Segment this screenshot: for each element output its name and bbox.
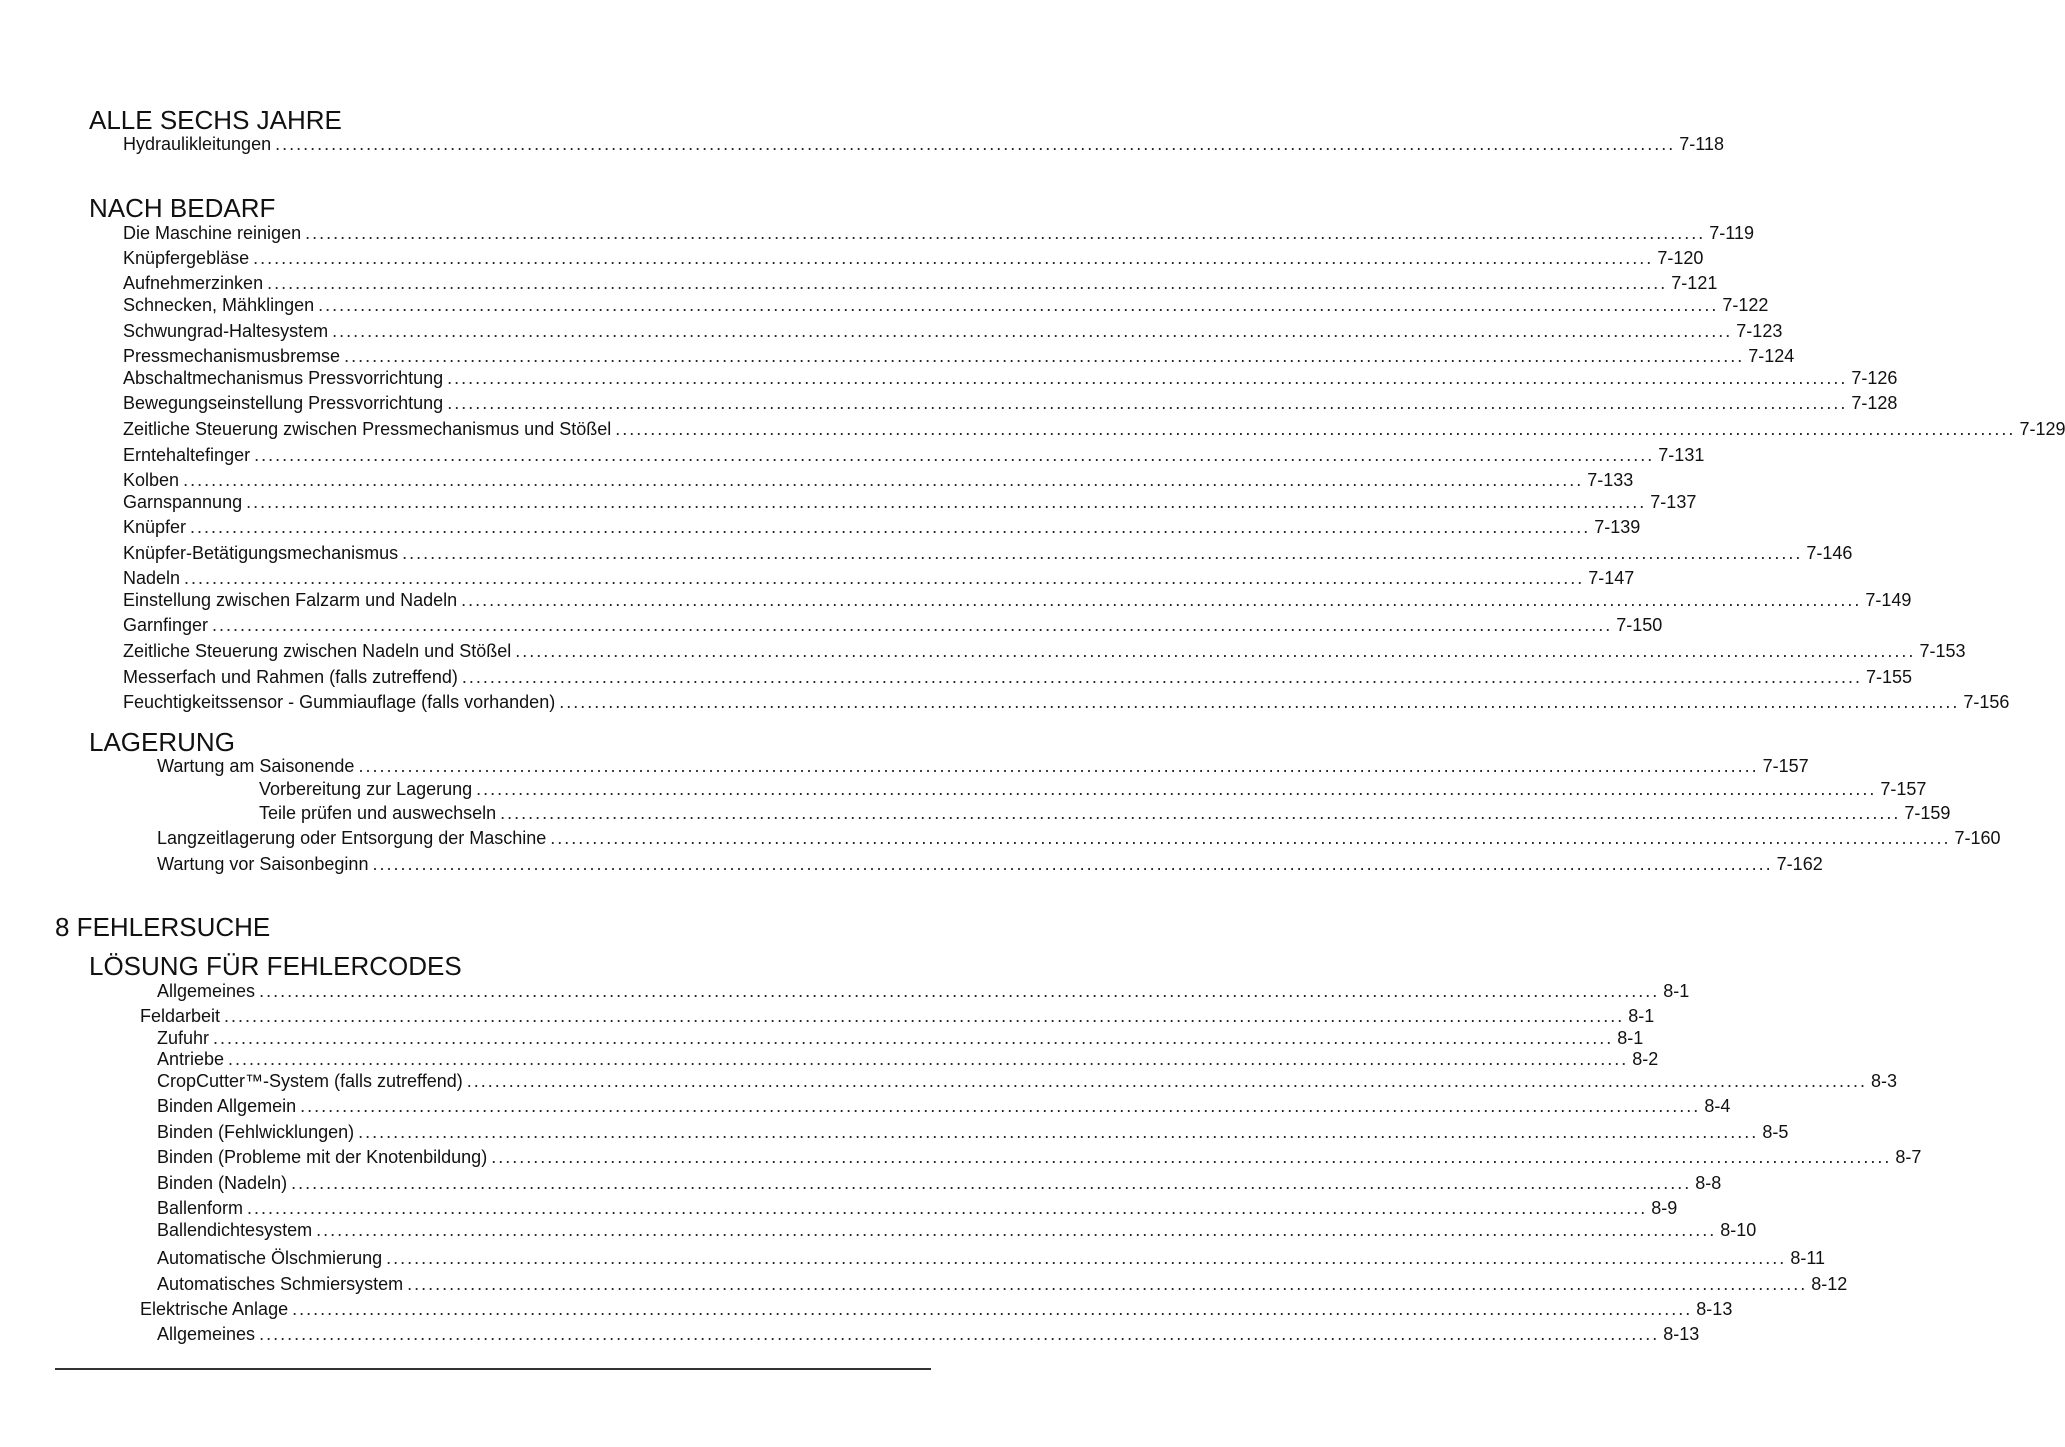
toc-entry-text: CropCutter™-System (falls zutreffend) <box>157 1071 463 1091</box>
toc-entry-text: Feuchtigkeitssensor - Gummiauflage (falls vorhanden) <box>123 692 556 712</box>
toc-entry-page: 8-3 <box>1870 1071 1897 1091</box>
toc-entry-text: Garnspannung <box>123 492 243 512</box>
toc-entry-page: 7-153 <box>1919 641 1966 661</box>
toc-entry[interactable] <box>140 1005 1655 1027</box>
chapter-title: 8 FEHLERSUCHE <box>55 912 271 942</box>
toc-entry[interactable] <box>157 1172 1722 1194</box>
toc-entry-text: Garnfinger <box>123 615 209 635</box>
dot-leader: ........................................................................................................................................................................................................ <box>190 517 1591 537</box>
dot-leader: ........................................................................................................................................................................................................ <box>259 1324 1660 1344</box>
toc-entry[interactable] <box>123 320 1783 342</box>
toc-entry-text: Ballendichtesystem <box>157 1220 313 1240</box>
toc-entry-text: Pressmechanismusbremse <box>123 346 341 366</box>
toc-entry[interactable] <box>123 367 1898 389</box>
toc-entry[interactable] <box>123 247 1704 269</box>
toc-entry-page: 7-121 <box>1671 273 1718 293</box>
toc-entry[interactable] <box>123 294 1769 316</box>
toc-entry[interactable] <box>259 778 1927 800</box>
toc-entry[interactable] <box>157 1027 1644 1049</box>
dot-leader: ........................................................................................................................................................................................................ <box>291 1173 1692 1193</box>
toc-entry-page: 8-5 <box>1762 1122 1789 1142</box>
toc-entry-text: Binden (Probleme mit der Knotenbildung) <box>157 1147 488 1167</box>
toc-entry-text: Aufnehmerzinken <box>123 273 264 293</box>
toc-entry-text: Binden (Fehlwicklungen) <box>157 1122 355 1142</box>
dot-leader: ........................................................................................................................................................................................................ <box>212 615 1613 635</box>
toc-entry-page: 7-159 <box>1904 803 1951 823</box>
toc-entry-text: Die Maschine reinigen <box>123 223 302 243</box>
toc-entry[interactable] <box>157 1048 1659 1070</box>
dot-leader: ........................................................................................................................................................................................................ <box>550 828 1951 848</box>
toc-entry-text: Antriebe <box>157 1049 225 1069</box>
toc-entry-text: Elektrische Anlage <box>140 1299 289 1319</box>
toc-entry-page: 7-131 <box>1658 445 1705 465</box>
toc-entry[interactable] <box>123 272 1718 294</box>
toc-entry[interactable] <box>157 1247 1826 1269</box>
toc-entry-page: 7-137 <box>1650 492 1697 512</box>
toc-entry-page: 7-128 <box>1851 393 1898 413</box>
toc-entry[interactable] <box>123 589 1912 611</box>
toc-entry-page: 7-155 <box>1866 667 1913 687</box>
toc-entry-text: Langzeitlagerung oder Entsorgung der Maschine <box>157 828 547 848</box>
toc-entry[interactable] <box>123 392 1898 414</box>
dot-leader: ........................................................................................................................................................................................................ <box>300 1096 1701 1116</box>
toc-entry[interactable] <box>157 1219 1757 1241</box>
toc-entry-page: 7-120 <box>1657 248 1704 268</box>
dot-leader: ........................................................................................................................................................................................................ <box>254 445 1655 465</box>
toc-entry-page: 7-139 <box>1594 517 1641 537</box>
toc-entry-page: 8-13 <box>1663 1324 1700 1344</box>
heading-lagerung: LAGERUNG <box>89 727 235 757</box>
toc-entry[interactable] <box>123 133 1724 155</box>
toc-entry-page: 7-122 <box>1722 295 1769 315</box>
toc-entry-page: 7-150 <box>1616 615 1663 635</box>
toc-entry[interactable] <box>157 827 2001 849</box>
dot-leader: ........................................................................................................................................................................................................ <box>407 1274 1808 1294</box>
toc-entry-text: Zufuhr <box>157 1028 210 1048</box>
toc-entry-text: Knüpfer-Betätigungsmechanismus <box>123 543 399 563</box>
toc-entry[interactable] <box>123 491 1697 513</box>
dot-leader: ........................................................................................................................................................................................................ <box>476 779 1877 799</box>
toc-entry-page: 8-13 <box>1696 1299 1733 1319</box>
toc-entry-page: 7-156 <box>1963 692 2010 712</box>
toc-entry[interactable] <box>140 1298 1733 1320</box>
dot-leader: ........................................................................................................................................................................................................ <box>386 1248 1787 1268</box>
toc-entry[interactable] <box>157 1146 1922 1168</box>
toc-entry-text: Wartung vor Saisonbeginn <box>157 854 369 874</box>
dot-leader: ........................................................................................................................................................................................................ <box>224 1006 1625 1026</box>
toc-entry-page: 7-147 <box>1588 568 1635 588</box>
dot-leader: ........................................................................................................................................................................................................ <box>246 492 1647 512</box>
toc-entry-page: 7-133 <box>1587 470 1634 490</box>
dot-leader: ........................................................................................................................................................................................................ <box>358 756 1759 776</box>
heading-loesung-fehlercodes: LÖSUNG FÜR FEHLERCODES <box>89 951 462 981</box>
toc-entry-page: 7-160 <box>1954 828 2001 848</box>
dot-leader: ........................................................................................................................................................................................................ <box>316 1220 1717 1240</box>
toc-entry-page: 7-146 <box>1806 543 1853 563</box>
toc-entry-text: Feldarbeit <box>140 1006 221 1026</box>
toc-entry[interactable] <box>259 802 1951 824</box>
toc-entry[interactable] <box>157 1095 1731 1117</box>
toc-entry-page: 7-157 <box>1880 779 1927 799</box>
toc-entry-text: Erntehaltefinger <box>123 445 251 465</box>
toc-entry-text: Hydraulikleitungen <box>123 134 272 154</box>
toc-entry-text: Ballenform <box>157 1198 244 1218</box>
footer-rule <box>55 1368 931 1370</box>
toc-entry-page: 8-7 <box>1895 1147 1922 1167</box>
dot-leader: ........................................................................................................................................................................................................ <box>515 641 1916 661</box>
dot-leader: ........................................................................................................................................................................................................ <box>253 248 1654 268</box>
toc-entry[interactable] <box>123 516 1641 538</box>
toc-entry[interactable] <box>123 640 1966 662</box>
toc-entry-page: 8-2 <box>1632 1049 1659 1069</box>
toc-entry-page: 8-4 <box>1704 1096 1731 1116</box>
toc-entry[interactable] <box>157 980 1690 1002</box>
toc-entry[interactable] <box>157 853 1823 875</box>
toc-entry-page: 8-10 <box>1720 1220 1757 1240</box>
dot-leader: ........................................................................................................................................................................................................ <box>447 393 1848 413</box>
dot-leader: ........................................................................................................................................................................................................ <box>466 1071 1867 1091</box>
toc-entry-text: Teile prüfen und auswechseln <box>259 803 497 823</box>
toc-entry-page: 8-1 <box>1628 1006 1655 1026</box>
toc-entry[interactable] <box>157 1323 1700 1345</box>
dot-leader: ........................................................................................................................................................................................................ <box>184 568 1585 588</box>
heading-alle-sechs-jahre: ALLE SECHS JAHRE <box>89 105 342 135</box>
toc-entry-text: Automatische Ölschmierung <box>157 1248 383 1268</box>
dot-leader: ........................................................................................................................................................................................................ <box>267 273 1668 293</box>
toc-entry-text: Kolben <box>123 470 180 490</box>
dot-leader: ........................................................................................................................................................................................................ <box>292 1299 1693 1319</box>
toc-entry-text: Zeitliche Steuerung zwischen Nadeln und Stößel <box>123 641 512 661</box>
heading-nach-bedarf: NACH BEDARF <box>89 193 276 223</box>
toc-entry-text: Allgemeines <box>157 981 256 1001</box>
toc-entry-text: Nadeln <box>123 568 181 588</box>
toc-entry-text: Einstellung zwischen Falzarm und Nadeln <box>123 590 458 610</box>
dot-leader: ........................................................................................................................................................................................................ <box>402 543 1803 563</box>
toc-entry[interactable] <box>123 567 1635 589</box>
toc-entry[interactable] <box>157 1197 1678 1219</box>
toc-entry-page: 8-1 <box>1663 981 1690 1001</box>
toc-entry[interactable] <box>123 222 1754 244</box>
dot-leader: ........................................................................................................................................................................................................ <box>247 1198 1648 1218</box>
toc-entry-text: Schnecken, Mähklingen <box>123 295 315 315</box>
toc-entry-text: Vorbereitung zur Lagerung <box>259 779 473 799</box>
dot-leader: ........................................................................................................................................................................................................ <box>275 134 1676 154</box>
dot-leader: ........................................................................................................................................................................................................ <box>461 667 1863 687</box>
dot-leader: ........................................................................................................................................................................................................ <box>559 692 1960 712</box>
toc-entry-page: 8-12 <box>1811 1274 1848 1294</box>
toc-entry-text: Allgemeines <box>157 1324 256 1344</box>
dot-leader: ........................................................................................................................................................................................................ <box>259 981 1660 1001</box>
toc-entry[interactable] <box>123 444 1705 466</box>
toc-entry-page: 8-1 <box>1617 1028 1644 1048</box>
toc-entry-page: 7-124 <box>1748 346 1795 366</box>
toc-entry-page: 7-157 <box>1762 756 1809 776</box>
toc-entry-text: Automatisches Schmiersystem <box>157 1274 404 1294</box>
toc-entry-page: 8-11 <box>1790 1248 1826 1268</box>
toc-entry-page: 8-9 <box>1651 1198 1678 1218</box>
dot-leader: ........................................................................................................................................................................................................ <box>344 346 1745 366</box>
toc-entry[interactable] <box>123 345 1795 367</box>
dot-leader: ........................................................................................................................................................................................................ <box>318 295 1719 315</box>
toc-entry-text: Binden Allgemein <box>157 1096 297 1116</box>
dot-leader: ........................................................................................................................................................................................................ <box>461 590 1862 610</box>
toc-entry[interactable] <box>157 755 1809 777</box>
dot-leader: ........................................................................................................................................................................................................ <box>305 223 1706 243</box>
toc-entry-page: 8-8 <box>1695 1173 1722 1193</box>
toc-entry-text: Zeitliche Steuerung zwischen Pressmechanismus und Stößel <box>123 419 612 439</box>
toc-entry-page: 7-118 <box>1679 134 1724 154</box>
toc-entry[interactable] <box>157 1121 1789 1143</box>
dot-leader: ........................................................................................................................................................................................................ <box>228 1049 1629 1069</box>
dot-leader: ........................................................................................................................................................................................................ <box>213 1028 1614 1048</box>
toc-entry-page: 7-149 <box>1865 590 1912 610</box>
toc-entry[interactable] <box>123 614 1663 636</box>
toc-entry-text: Binden (Nadeln) <box>157 1173 288 1193</box>
dot-leader: ........................................................................................................................................................................................................ <box>500 803 1901 823</box>
toc-entry-page: 7-119 <box>1709 223 1754 243</box>
toc-entry[interactable] <box>123 418 2065 440</box>
toc-entry-text: Abschaltmechanismus Pressvorrichtung <box>123 368 444 388</box>
toc-entry[interactable] <box>123 542 1853 564</box>
toc-entry[interactable] <box>123 666 1913 688</box>
toc-entry-page: 7-123 <box>1736 321 1783 341</box>
toc-entry[interactable] <box>123 691 2010 713</box>
toc-entry-page: 7-126 <box>1851 368 1898 388</box>
dot-leader: ........................................................................................................................................................................................................ <box>332 321 1733 341</box>
toc-entry-page: 7-129 <box>2019 419 2065 439</box>
dot-leader: ........................................................................................................................................................................................................ <box>615 419 2016 439</box>
toc-entry[interactable] <box>157 1070 1897 1092</box>
toc-entry-text: Knüpfergebläse <box>123 248 250 268</box>
dot-leader: ........................................................................................................................................................................................................ <box>447 368 1848 388</box>
toc-entry-text: Knüpfer <box>123 517 187 537</box>
toc-entry-text: Wartung am Saisonende <box>157 756 355 776</box>
dot-leader: ........................................................................................................................................................................................................ <box>491 1147 1892 1167</box>
toc-entry[interactable] <box>157 1273 1848 1295</box>
toc-entry-page: 7-162 <box>1776 854 1823 874</box>
dot-leader: ........................................................................................................................................................................................................ <box>358 1122 1759 1142</box>
toc-entry[interactable] <box>123 469 1634 491</box>
toc-entry-text: Schwungrad-Haltesystem <box>123 321 329 341</box>
toc-entry-text: Bewegungseinstellung Pressvorrichtung <box>123 393 444 413</box>
dot-leader: ........................................................................................................................................................................................................ <box>372 854 1773 874</box>
toc-entry-text: Messerfach und Rahmen (falls zutreffend) <box>123 667 458 687</box>
dot-leader: ........................................................................................................................................................................................................ <box>183 470 1584 490</box>
